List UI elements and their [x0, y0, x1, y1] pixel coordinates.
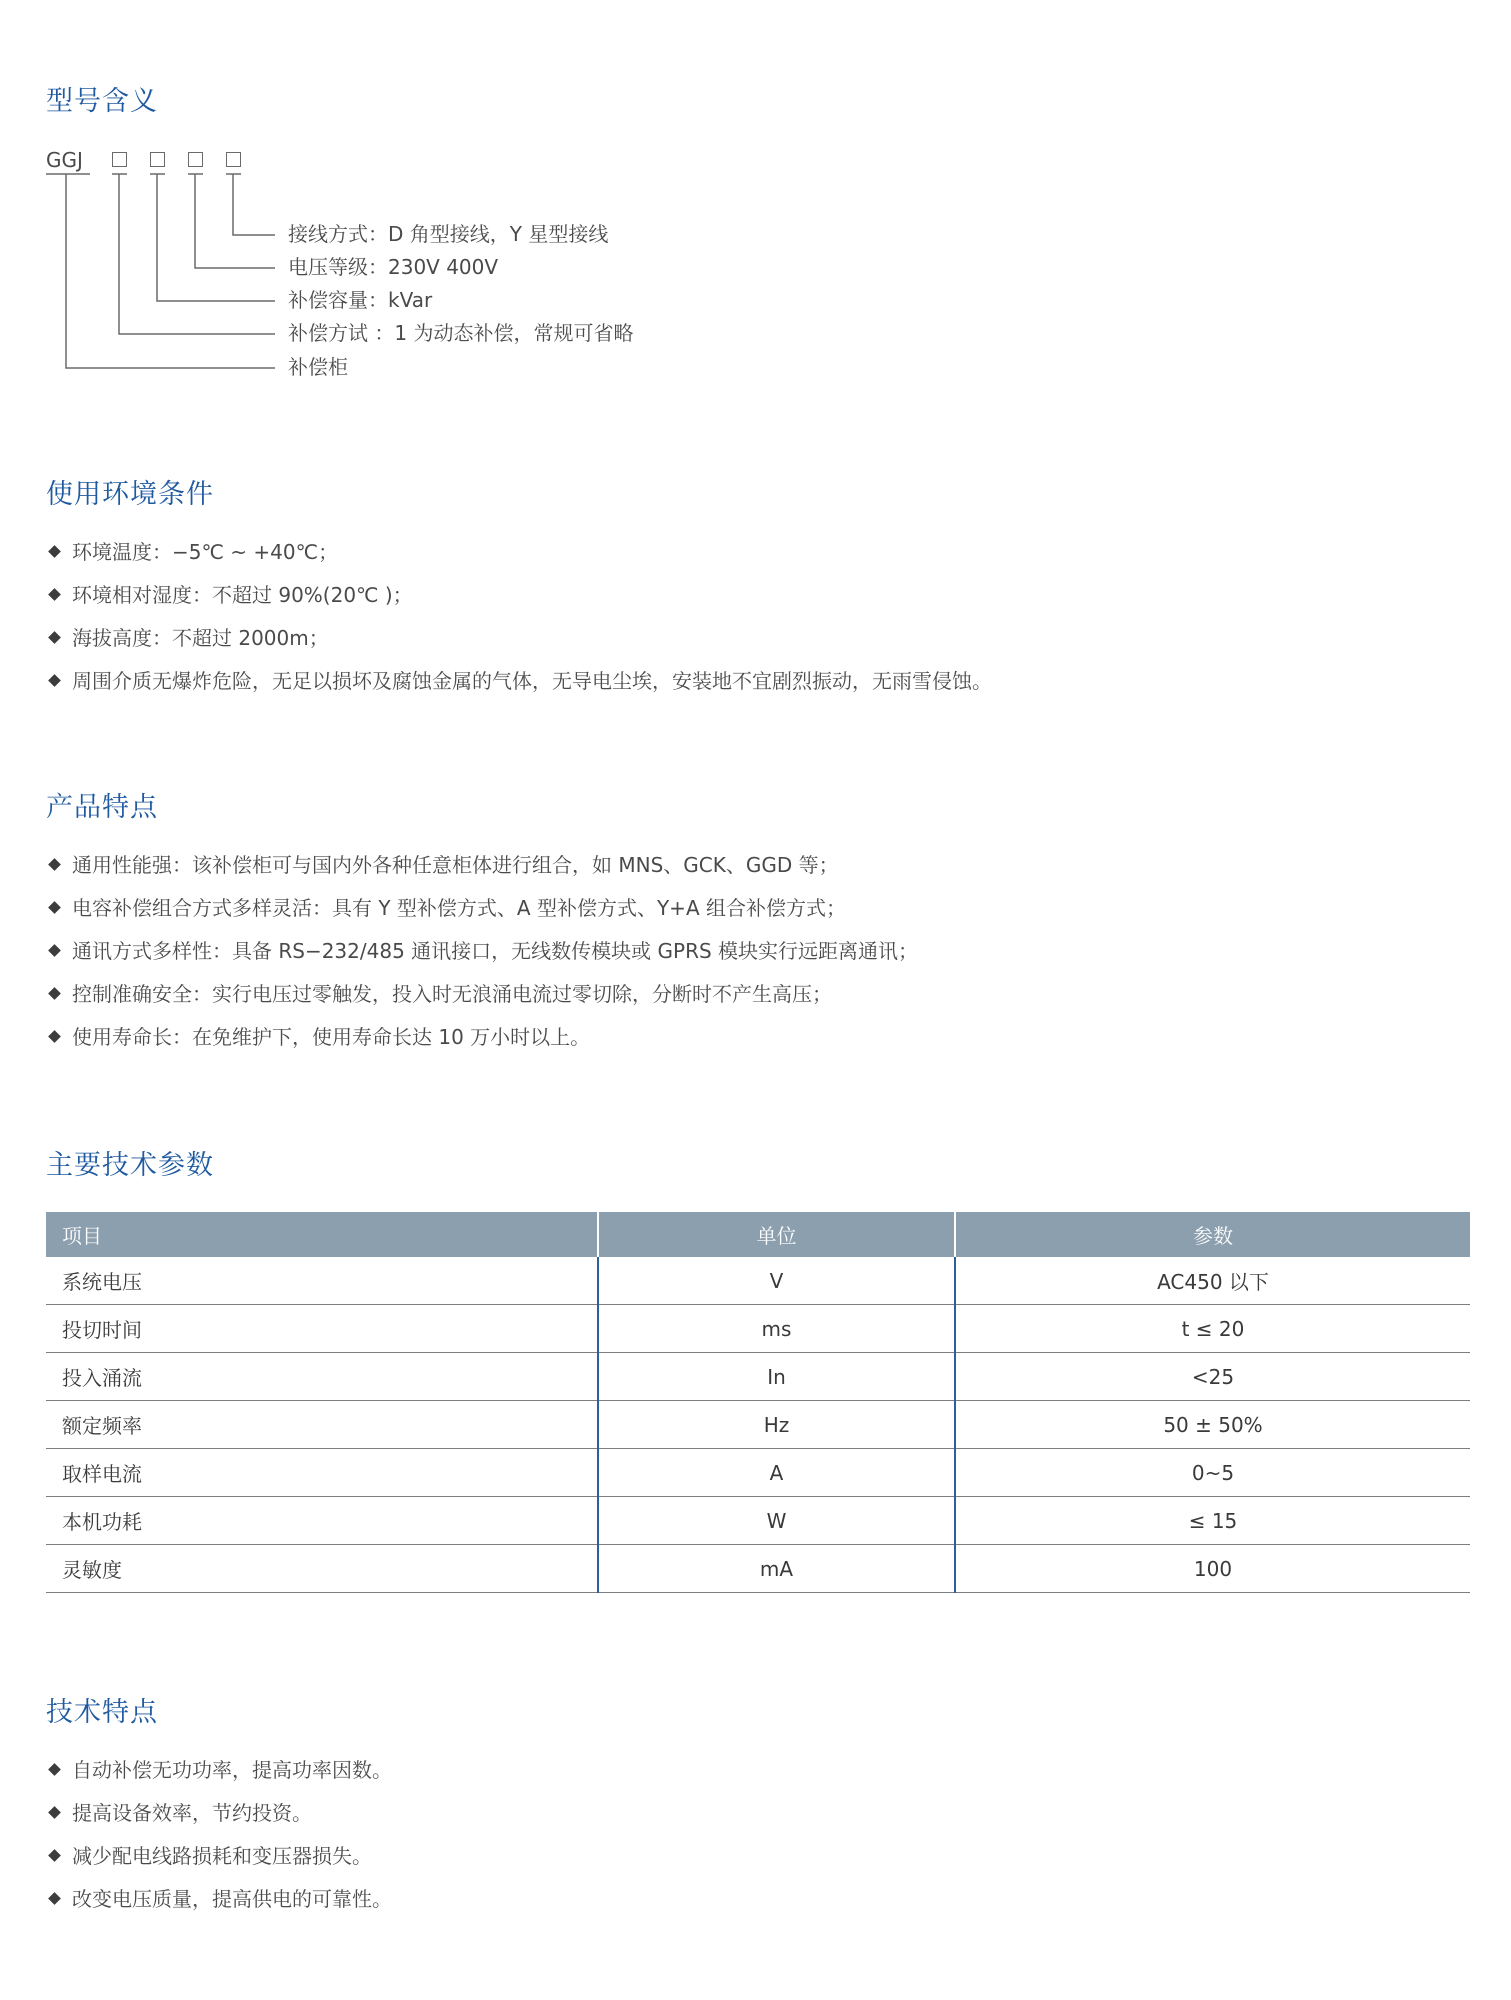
cell-value: 50 ± 50%: [955, 1401, 1470, 1449]
table-row: [46, 1497, 1470, 1545]
cell-unit: A: [598, 1449, 955, 1497]
table-header-row: [46, 1212, 1470, 1257]
diamond-bullet-icon: [48, 987, 61, 1000]
cell-value: <25: [955, 1353, 1470, 1401]
diamond-bullet-icon: [48, 901, 61, 914]
list-item: 改变电压质量，提高供电的可靠性。: [46, 1886, 392, 1929]
connector-line-capacity: [150, 174, 275, 301]
table-row: [46, 1545, 1470, 1593]
model-diagram: [0, 0, 1511, 400]
cell-value: ≤ 15: [955, 1497, 1470, 1545]
features-list: [46, 852, 918, 1067]
list-item: 环境相对湿度：不超过 90%(20℃ )；: [46, 582, 992, 625]
label-mode: 补偿方试 ：1 为动态补偿，常规可省略: [288, 321, 634, 345]
diamond-bullet-icon: [48, 631, 61, 644]
list-item: 环境温度：−5℃ ~ +40℃；: [46, 539, 992, 582]
cell-item: 投切时间: [46, 1305, 598, 1353]
diamond-bullet-icon: [48, 545, 61, 558]
column-header-value: 参数: [955, 1212, 1470, 1257]
cell-item: 本机功耗: [46, 1497, 598, 1545]
list-item: 通用性能强：该补偿柜可与国内外各种任意柜体进行组合，如 MNS、GCK、GGD 等；: [46, 852, 918, 895]
list-item: 控制准确安全：实行电压过零触发，投入时无浪涌电流过零切除，分断时不产生高压；: [46, 981, 918, 1024]
list-item: 提高设备效率，节约投资。: [46, 1800, 392, 1843]
cell-item: 灵敏度: [46, 1545, 598, 1593]
cell-value: AC450 以下: [955, 1257, 1470, 1305]
list-item: 通讯方式多样性：具备 RS−232/485 通讯接口，无线数传模块或 GPRS 模块实行远距离通讯；: [46, 938, 918, 981]
cell-item: 投入涌流: [46, 1353, 598, 1401]
diamond-bullet-icon: [48, 858, 61, 871]
environment-list: [46, 539, 992, 711]
table-row: [46, 1257, 1470, 1305]
spec-table: [46, 1212, 1470, 1593]
list-item: 海拔高度：不超过 2000m；: [46, 625, 992, 668]
cell-unit: mA: [598, 1545, 955, 1593]
cell-value: 100: [955, 1545, 1470, 1593]
cell-value: t ≤ 20: [955, 1305, 1470, 1353]
list-item: 减少配电线路损耗和变压器损失。: [46, 1843, 392, 1886]
connector-line-voltage: [188, 174, 275, 268]
diamond-bullet-icon: [48, 1892, 61, 1905]
table-row: [46, 1305, 1470, 1353]
label-wiring: 接线方式：D 角型接线，Y 星型接线: [288, 222, 609, 246]
cell-item: 额定频率: [46, 1401, 598, 1449]
connector-line-wiring: [226, 174, 275, 235]
list-item: 周围介质无爆炸危险，无足以损坏及腐蚀金属的气体，无导电尘埃，安装地不宜剧烈振动，无雨雪侵蚀。: [46, 668, 992, 711]
diamond-bullet-icon: [48, 1763, 61, 1776]
column-header-unit: 单位: [598, 1212, 955, 1257]
cell-unit: In: [598, 1353, 955, 1401]
table-row: [46, 1353, 1470, 1401]
list-item: 使用寿命长：在免维护下，使用寿命长达 10 万小时以上。: [46, 1024, 918, 1067]
table-row: [46, 1449, 1470, 1497]
model-section-title: 型号含义: [46, 86, 158, 117]
label-capacity: 补偿容量：kVar: [288, 288, 433, 312]
diamond-bullet-icon: [48, 588, 61, 601]
list-item: 电容补偿组合方式多样灵活：具有 Y 型补偿方式、A 型补偿方式、Y+A 组合补偿方式；: [46, 895, 918, 938]
cell-unit: Hz: [598, 1401, 955, 1449]
connector-line-cabinet: [46, 174, 275, 368]
cell-unit: V: [598, 1257, 955, 1305]
diamond-bullet-icon: [48, 674, 61, 687]
label-cabinet: 补偿柜: [288, 355, 348, 379]
cell-item: 系统电压: [46, 1257, 598, 1305]
features-section-title: 产品特点: [46, 792, 158, 823]
table-row: [46, 1401, 1470, 1449]
cell-value: 0~5: [955, 1449, 1470, 1497]
column-header-item: 项目: [46, 1212, 598, 1257]
model-prefix: GGJ: [46, 148, 83, 172]
diamond-bullet-icon: [48, 1849, 61, 1862]
tech-section-title: 技术特点: [46, 1697, 158, 1728]
cell-item: 取样电流: [46, 1449, 598, 1497]
diamond-bullet-icon: [48, 1806, 61, 1819]
cell-unit: W: [598, 1497, 955, 1545]
label-voltage: 电压等级：230V 400V: [288, 255, 499, 279]
list-item: 自动补偿无功功率，提高功率因数。: [46, 1757, 392, 1800]
params-section-title: 主要技术参数: [46, 1150, 214, 1181]
model-connector-lines: [0, 0, 1511, 400]
connector-line-mode: [112, 174, 275, 334]
diamond-bullet-icon: [48, 1030, 61, 1043]
diamond-bullet-icon: [48, 944, 61, 957]
environment-section-title: 使用环境条件: [46, 479, 214, 510]
tech-list: [46, 1757, 392, 1929]
cell-unit: ms: [598, 1305, 955, 1353]
